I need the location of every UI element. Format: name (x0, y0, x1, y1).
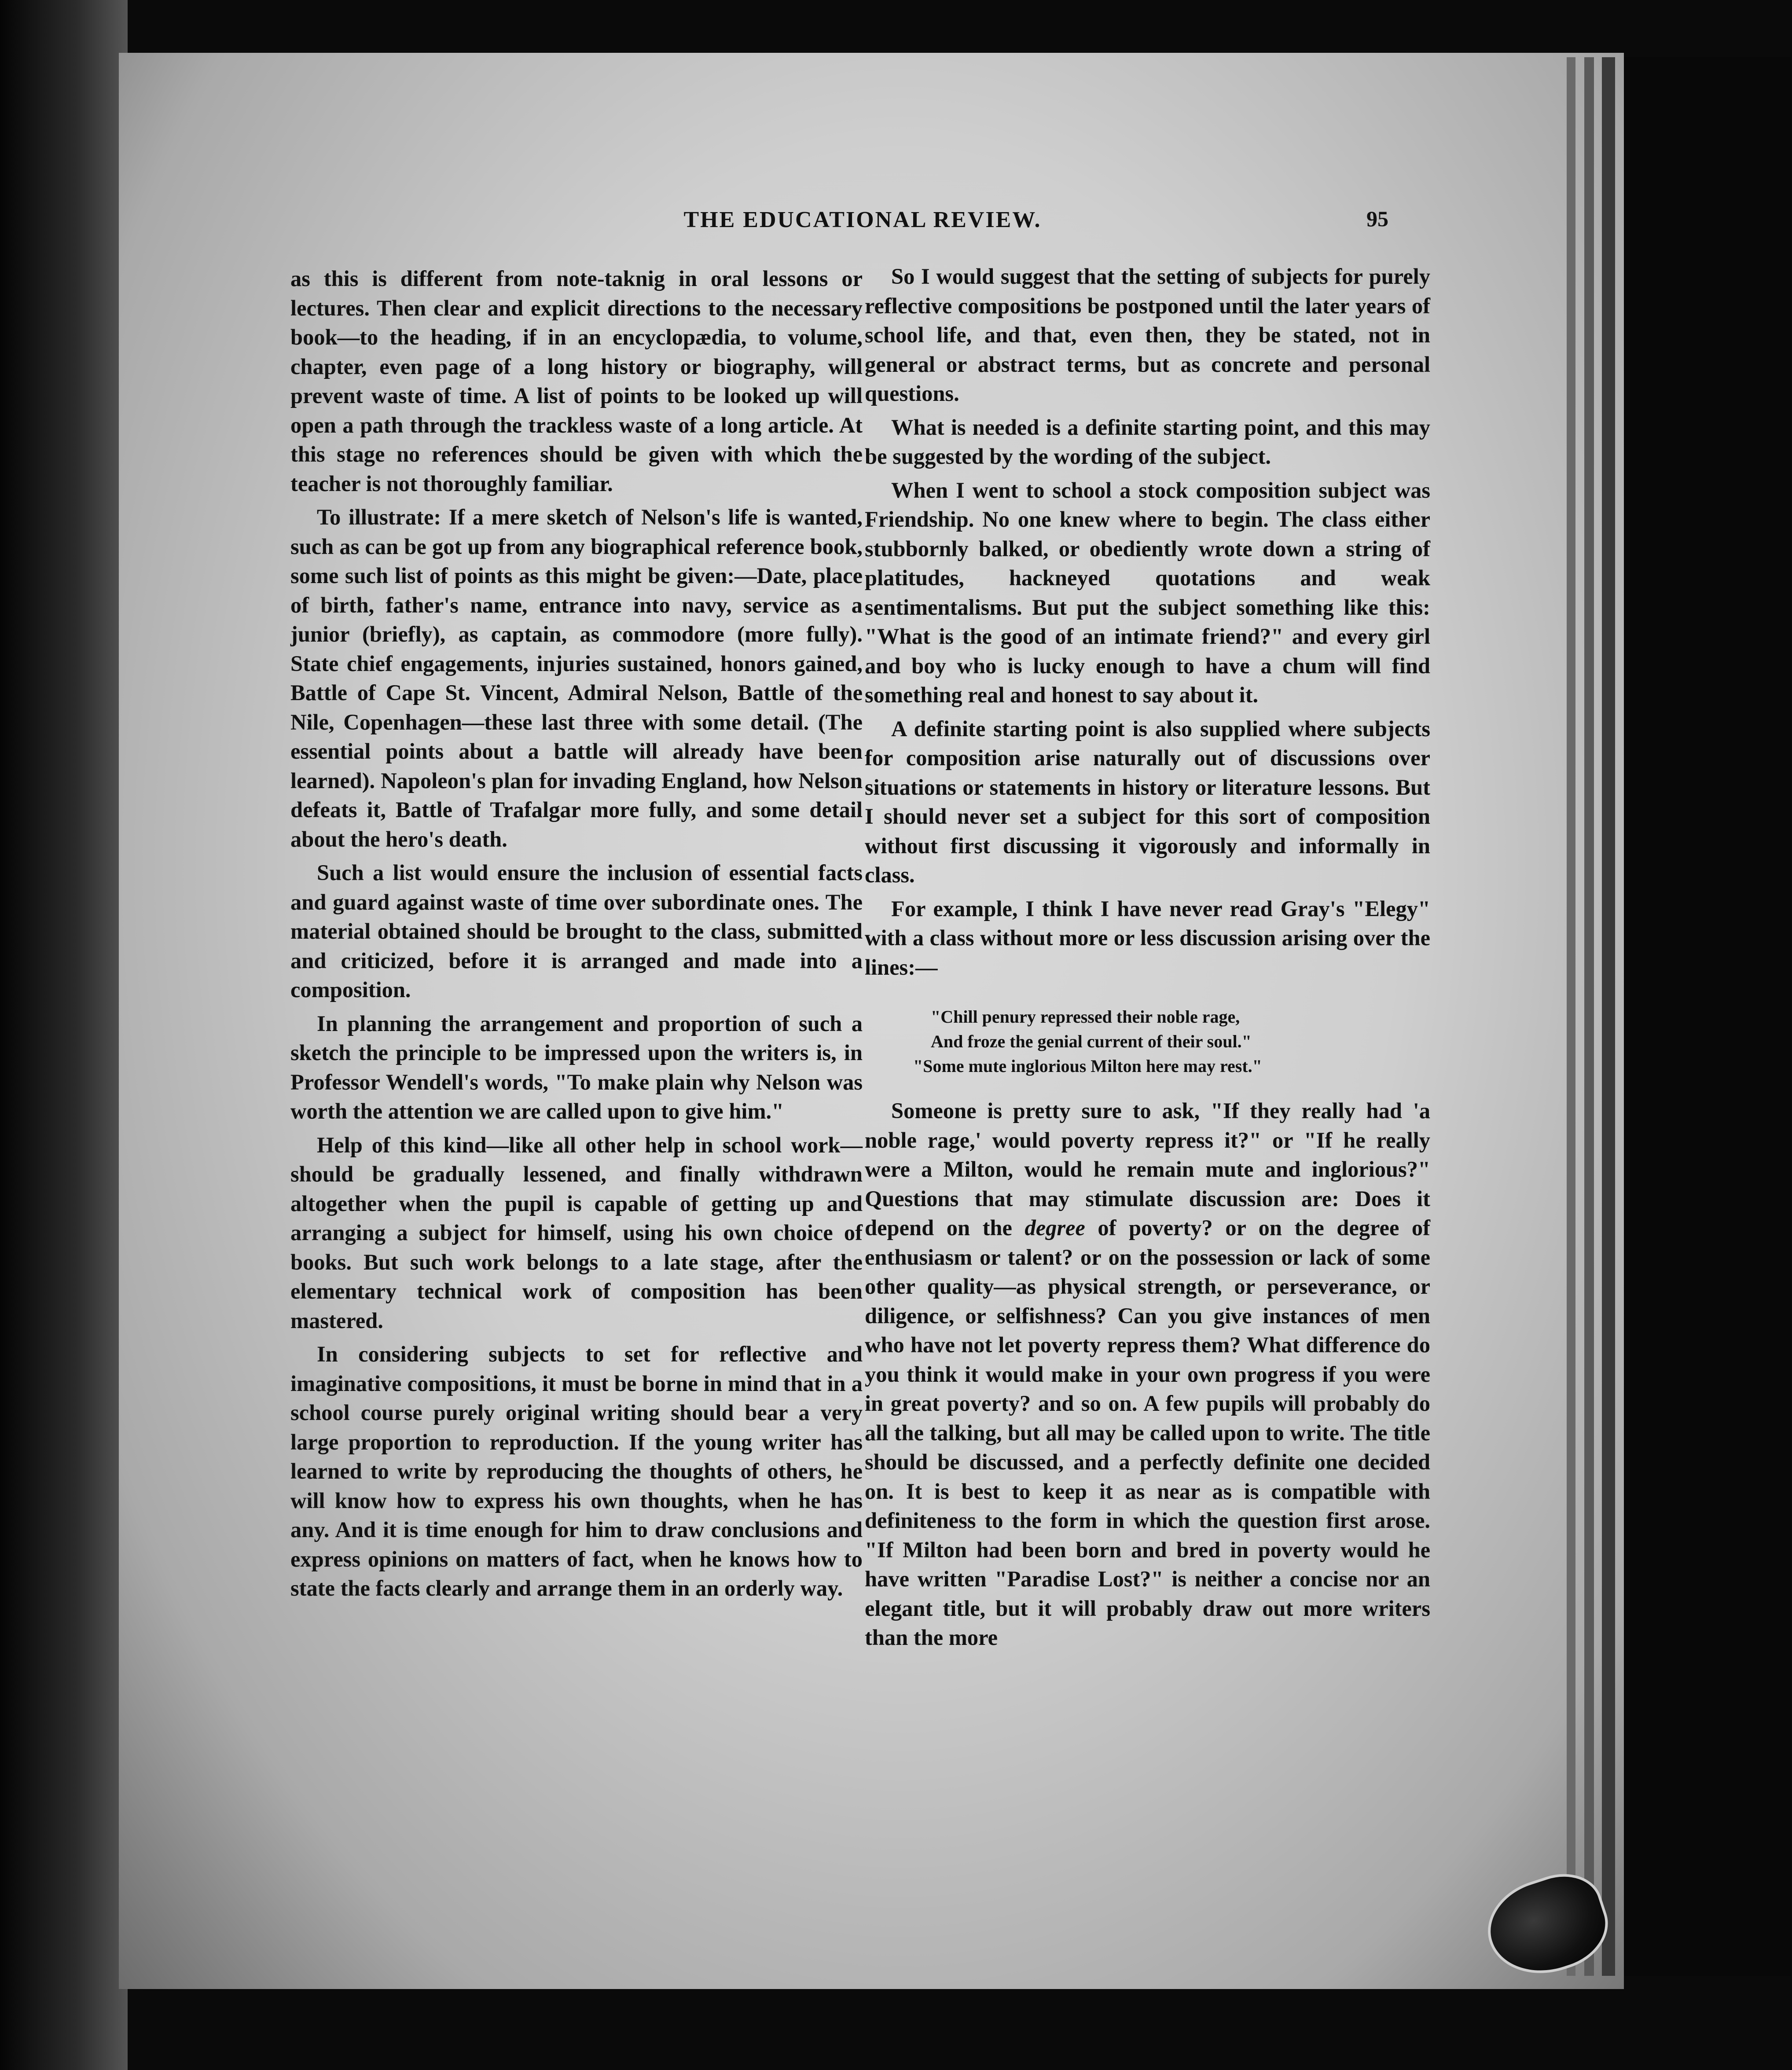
paragraph: When I went to school a stock composition subject was Friendship. No one knew where to begin. The class either stubbornly balked, or obediently wrote down a string of platitudes, hackneyed quotations and weak sentimentalisms. But put the subject something like this: "What is the good of an intimate friend?" and every girl and boy who is lucky enough to have a chum will find something real and honest to say about it. (865, 477, 1430, 707)
paragraph: For example, I think I have never read Gray's "Elegy" with a class without more or less discussion arising over the lines:— (865, 896, 1430, 980)
binding-edge (1602, 57, 1615, 1976)
verse-line: "Some mute inglorious Milton here may rest." (913, 1056, 1262, 1076)
paragraph: To illustrate: If a mere sketch of Nelson's life is wanted, such as can be got up from any biographical reference book, some such list of points as this might be given:—Date, place of birth, father's name, entrance into navy, service as a junior (briefly), as captain, as commodore (more fully). State chief engagements, injuries sustained, honors gained, Battle of Cape St. Vincent, Admiral Nelson, Battle of the Nile, Copenhagen—these last three with some detail. (The essential points about a battle will already have been learned). Napoleon's plan for invading England, how Nelson defeats it, Battle of Trafalgar more fully, and some detail about the hero's death. (290, 505, 863, 851)
paragraph: So I would suggest that the setting of subjects for purely reflective compositions be postponed until the later years of school life, and that, even then, they be stated, not in general or abstract terms, but as concrete and personal questions. (865, 264, 1430, 406)
paragraph: as this is different from note-taknig in oral lessons or lectures. Then clear and explicit directions to the necessary book—to the heading, if in an encyclopædia, to volume, chapter, even page of a long history or biography, will prevent waste of time. A list of points to be looked up will open a path through the trackless waste of a long article. At this stage no references should be given with which the teacher is not thoroughly familiar. (290, 266, 863, 496)
right-column (865, 262, 1430, 1652)
binding-shadow (1624, 57, 1791, 1976)
paragraph: A definite starting point is also supplied where subjects for composition arise naturally out of discussions over situations or statements in history or literature lessons. But I should never set a subject for this sort of composition without first discussing it vigorously and informally in class. (865, 716, 1430, 887)
page-number: 95 (1366, 206, 1388, 231)
paragraph: What is needed is a definite starting point, and this may be suggested by the wording of the subject. (865, 415, 1430, 469)
binding-edge (1584, 57, 1594, 1976)
emphasis: degree (1025, 1215, 1085, 1240)
verse-line: And froze the genial current of their soul." (931, 1031, 1252, 1051)
paragraph: Help of this kind—like all other help in school work—should be gradually lessened, and finally withdrawn altogether when the pupil is capable of getting up and arranging a subject for himself, using his own choice of books. But such work belongs to a late stage, after the elementary technical work of composition has been mastered. (290, 1132, 863, 1333)
paragraph: In planning the arrangement and proportion of such a sketch the principle to be impressed upon the writers is, in Professor Wendell's words, "To make plain why Nelson was worth the attention we are called upon to give him." (290, 1011, 863, 1123)
paragraph: In considering subjects to set for reflective and imaginative compositions, it must be borne in mind that in a school course purely original writing should bear a very large proportion to reproduction. If the young writer has learned to write by reproducing the thoughts of others, he will know how to express his own thoughts, when he has any. And it is time enough for him to draw conclusions and express opinions on matters of fact, when he knows how to state the facts clearly and arrange them in an orderly way. (290, 1342, 863, 1600)
paragraph (865, 1096, 1430, 1652)
verse-quotation (913, 1005, 1430, 1079)
verse-line: "Chill penury repressed their noble rage, (931, 1007, 1240, 1027)
binding-edge (1567, 57, 1575, 1976)
running-head: THE EDUCATIONAL REVIEW. (683, 207, 1042, 232)
left-column (290, 264, 863, 1603)
paragraph-text: of poverty? or on the degree of enthusiasm or talent? or on the possession or lack of some other quality—as physical strength, or perseverance, or diligence, or selfishness? Can you give instances of men who have not let poverty repress them? What difference do you think it would make in your own progress if you were in great poverty? and so on. A few pupils will probably do all the talking, but all may be called upon to write. The title should be discussed, and a perfectly definite one decided on. It is best to keep it as near as is compatible with definiteness to the form in which the question first arose. "If Milton had been born and bred in poverty would he have written "Paradise Lost?" is neither a concise nor an elegant title, but it will probably draw out more writers than the more (865, 1215, 1430, 1650)
paragraph-text: Someone is pretty sure to ask, "If they really had 'a noble rage,' would poverty repress it?" or "If he really were a Milton, would he remain mute and inglorious?" Questions that may stimulate discussion are: Does it depend on the (865, 1098, 1430, 1240)
left-page-edge (0, 0, 128, 2070)
paragraph: Such a list would ensure the inclusion of essential facts and guard against waste of time over subordinate ones. The material obtained should be brought to the class, submitted and criticized, before it is arranged and made into a composition. (290, 860, 863, 1002)
